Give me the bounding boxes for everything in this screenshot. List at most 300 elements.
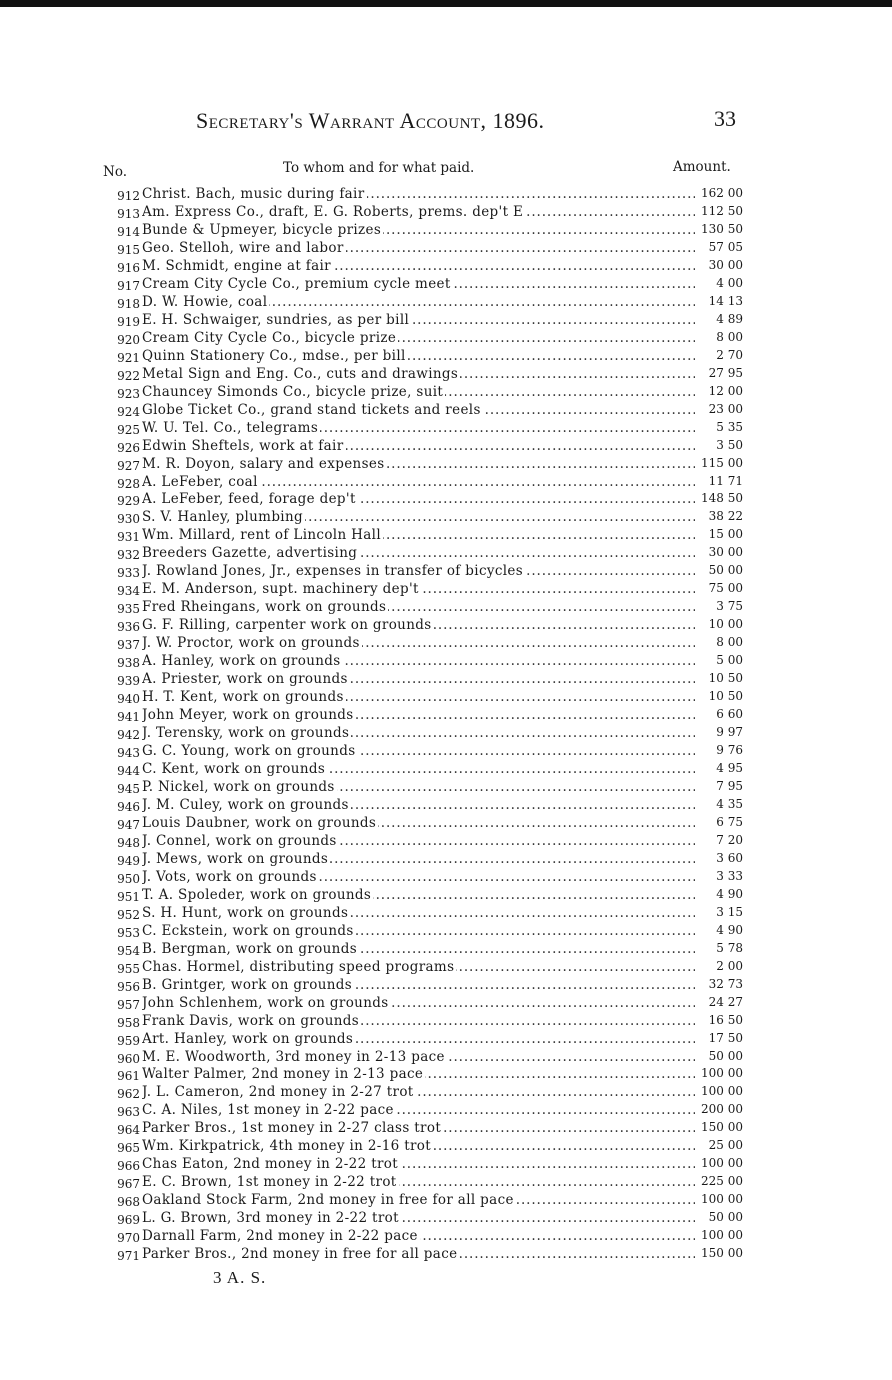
page-number: 33 bbox=[714, 106, 736, 131]
warrant-number: 960 bbox=[117, 1051, 140, 1066]
payee-description-text: Fred Rheingans, work on grounds bbox=[142, 599, 387, 616]
column-header-amount: Amount. bbox=[673, 159, 731, 175]
warrant-number: 970 bbox=[117, 1231, 140, 1246]
amount-paid: 3 75 bbox=[716, 599, 743, 614]
payee-description-text: Globe Ticket Co., grand stand tickets and reels bbox=[142, 401, 481, 418]
payee-description bbox=[142, 402, 695, 418]
payee-description bbox=[142, 545, 695, 561]
ledger-row bbox=[100, 509, 760, 527]
warrant-number: 937 bbox=[117, 638, 140, 653]
warrant-number: 916 bbox=[117, 260, 140, 275]
warrant-number: 952 bbox=[117, 907, 140, 922]
payee-description bbox=[142, 1174, 695, 1190]
payee-description bbox=[142, 1031, 695, 1047]
warrant-number: 927 bbox=[117, 458, 140, 473]
column-header-whom: To whom and for what paid. bbox=[283, 160, 475, 176]
payee-description-text: Chas Eaton, 2nd money in 2-22 trot bbox=[142, 1156, 399, 1173]
ledger-row bbox=[100, 402, 760, 420]
payee-description bbox=[142, 276, 695, 292]
payee-description-text: Edwin Sheftels, work at fair bbox=[142, 437, 344, 454]
ledger-row bbox=[100, 671, 760, 689]
payee-description-text: Cream City Cycle Co., premium cycle meet bbox=[142, 275, 451, 292]
payee-description bbox=[142, 779, 695, 795]
payee-description-text: J. Mews, work on grounds bbox=[142, 850, 329, 867]
payee-description bbox=[142, 1084, 695, 1100]
warrant-number: 913 bbox=[117, 206, 140, 221]
ledger-row bbox=[100, 887, 760, 905]
warrant-ledger bbox=[100, 186, 760, 1264]
payee-description-text: M. Schmidt, engine at fair bbox=[142, 257, 331, 274]
payee-description-text: H. T. Kent, work on grounds bbox=[142, 689, 344, 706]
ledger-row bbox=[100, 294, 760, 312]
amount-paid: 15 00 bbox=[708, 527, 743, 542]
payee-description-text: Chauncey Simonds Co., bicycle prize, suit bbox=[142, 383, 444, 400]
payee-description bbox=[142, 366, 695, 382]
amount-paid: 130 50 bbox=[701, 221, 743, 236]
amount-paid: 112 50 bbox=[701, 203, 743, 218]
amount-paid: 6 75 bbox=[716, 814, 743, 829]
ledger-row bbox=[100, 923, 760, 941]
payee-description-text: E. H. Schwaiger, sundries, as per bill bbox=[142, 311, 410, 328]
ledger-row bbox=[100, 1120, 760, 1138]
ledger-row bbox=[100, 707, 760, 725]
warrant-number: 954 bbox=[117, 943, 140, 958]
warrant-number: 919 bbox=[117, 314, 140, 329]
payee-description bbox=[142, 959, 695, 975]
amount-paid: 225 00 bbox=[701, 1174, 743, 1189]
warrant-number: 942 bbox=[117, 728, 140, 743]
amount-paid: 2 70 bbox=[716, 347, 743, 362]
payee-description bbox=[142, 438, 695, 454]
amount-paid: 100 00 bbox=[701, 1066, 743, 1081]
payee-description bbox=[142, 258, 695, 274]
payee-description bbox=[142, 851, 695, 867]
payee-description-text: J. M. Culey, work on grounds bbox=[142, 796, 349, 813]
warrant-number: 948 bbox=[117, 835, 140, 850]
amount-paid: 100 00 bbox=[701, 1192, 743, 1207]
payee-description-text: T. A. Spoleder, work on grounds bbox=[142, 886, 372, 903]
ledger-row bbox=[100, 366, 760, 384]
ledger-row bbox=[100, 1192, 760, 1210]
payee-description-text: C. Kent, work on grounds bbox=[142, 761, 326, 777]
amount-paid: 8 00 bbox=[716, 329, 743, 344]
ledger-row bbox=[100, 851, 760, 869]
amount-paid: 11 71 bbox=[708, 473, 743, 488]
ledger-row bbox=[100, 761, 760, 779]
payee-description bbox=[142, 456, 695, 472]
warrant-number: 967 bbox=[117, 1177, 140, 1192]
warrant-number: 969 bbox=[117, 1213, 140, 1228]
ledger-row bbox=[100, 959, 760, 977]
ledger-row bbox=[100, 1084, 760, 1102]
payee-description-text: C. Eckstein, work on grounds bbox=[142, 922, 354, 939]
amount-paid: 8 00 bbox=[716, 635, 743, 650]
amount-paid: 2 00 bbox=[716, 958, 743, 973]
payee-description bbox=[142, 294, 695, 310]
payee-description bbox=[142, 653, 695, 669]
payee-description-text: M. E. Woodworth, 3rd money in 2-13 pace bbox=[142, 1048, 445, 1065]
amount-paid: 4 90 bbox=[716, 922, 743, 937]
warrant-number: 940 bbox=[117, 692, 140, 707]
payee-description bbox=[142, 923, 695, 939]
payee-description-text: Geo. Stelloh, wire and labor bbox=[142, 239, 344, 256]
payee-description bbox=[142, 1102, 695, 1118]
page-top-edge bbox=[0, 0, 892, 7]
ledger-row bbox=[100, 348, 760, 366]
warrant-number: 936 bbox=[117, 620, 140, 635]
amount-paid: 38 22 bbox=[708, 509, 743, 524]
amount-paid: 75 00 bbox=[708, 581, 743, 596]
ledger-row bbox=[100, 276, 760, 294]
warrant-number: 955 bbox=[117, 961, 140, 976]
warrant-number: 962 bbox=[117, 1087, 140, 1102]
payee-description-text: Quinn Stationery Co., mdse., per bill bbox=[142, 347, 406, 364]
amount-paid: 50 00 bbox=[708, 1048, 743, 1063]
amount-paid: 10 50 bbox=[708, 671, 743, 686]
amount-paid: 9 76 bbox=[716, 743, 743, 758]
payee-description bbox=[142, 743, 695, 759]
ledger-row bbox=[100, 995, 760, 1013]
page-title: Secretary's Warrant Account, 1896. bbox=[196, 108, 545, 133]
warrant-number: 935 bbox=[117, 602, 140, 617]
payee-description bbox=[142, 1246, 695, 1262]
warrant-number: 941 bbox=[117, 710, 140, 725]
payee-description-text: G. C. Young, work on grounds bbox=[142, 743, 356, 760]
payee-description bbox=[142, 1228, 695, 1244]
ledger-row bbox=[100, 617, 760, 635]
warrant-number: 926 bbox=[117, 440, 140, 455]
ledger-row bbox=[100, 312, 760, 330]
warrant-number: 939 bbox=[117, 674, 140, 689]
warrant-number: 918 bbox=[117, 296, 140, 311]
payee-description-text: E. M. Anderson, supt. machinery dep't bbox=[142, 581, 419, 598]
payee-description bbox=[142, 1210, 695, 1226]
amount-paid: 30 00 bbox=[708, 545, 743, 560]
payee-description bbox=[142, 1013, 695, 1029]
payee-description bbox=[142, 186, 695, 202]
amount-paid: 10 00 bbox=[708, 617, 743, 632]
ledger-row bbox=[100, 1013, 760, 1031]
warrant-number: 953 bbox=[117, 925, 140, 940]
warrant-number: 925 bbox=[117, 422, 140, 437]
payee-description-text: Walter Palmer, 2nd money in 2-13 pace bbox=[142, 1066, 424, 1083]
amount-paid: 7 20 bbox=[716, 832, 743, 847]
warrant-number: 943 bbox=[117, 746, 140, 761]
ledger-row bbox=[100, 1156, 760, 1174]
payee-description-text: A. LeFeber, feed, forage dep't bbox=[142, 491, 356, 508]
payee-description bbox=[142, 815, 695, 831]
payee-description bbox=[142, 491, 695, 507]
payee-description-text: Breeders Gazette, advertising bbox=[142, 545, 358, 562]
payee-description-text: S. V. Hanley, plumbing bbox=[142, 509, 304, 526]
ledger-row bbox=[100, 635, 760, 653]
payee-description-text: Chas. Hormel, distributing speed programs bbox=[142, 958, 455, 975]
warrant-number: 938 bbox=[117, 656, 140, 671]
payee-description bbox=[142, 725, 695, 741]
amount-paid: 4 89 bbox=[716, 311, 743, 326]
ledger-row bbox=[100, 474, 760, 492]
amount-paid: 150 00 bbox=[701, 1120, 743, 1135]
warrant-number: 945 bbox=[117, 781, 140, 796]
payee-description bbox=[142, 707, 695, 723]
amount-paid: 50 00 bbox=[708, 563, 743, 578]
warrant-number: 923 bbox=[117, 386, 140, 401]
payee-description-text: Louis Daubner, work on grounds bbox=[142, 814, 377, 831]
warrant-number: 915 bbox=[117, 242, 140, 257]
ledger-row bbox=[100, 1066, 760, 1084]
ledger-row bbox=[100, 563, 760, 581]
amount-paid: 14 13 bbox=[708, 293, 743, 308]
amount-paid: 5 35 bbox=[716, 419, 743, 434]
signature-mark: 3 A. S. bbox=[213, 1268, 267, 1287]
payee-description-text: M. R. Doyon, salary and expenses bbox=[142, 455, 385, 472]
amount-paid: 4 35 bbox=[716, 796, 743, 811]
amount-paid: 27 95 bbox=[708, 365, 743, 380]
payee-description bbox=[142, 1192, 695, 1208]
payee-description-text: J. W. Proctor, work on grounds bbox=[142, 635, 360, 652]
payee-description-text: Christ. Bach, music during fair bbox=[142, 186, 365, 202]
payee-description-text: John Schlenhem, work on grounds bbox=[142, 994, 389, 1011]
amount-paid: 4 95 bbox=[716, 761, 743, 775]
warrant-number: 966 bbox=[117, 1159, 140, 1174]
payee-description-text: J. Terensky, work on grounds bbox=[142, 725, 350, 742]
payee-description bbox=[142, 240, 695, 256]
amount-paid: 25 00 bbox=[708, 1138, 743, 1153]
column-header-no: No. bbox=[103, 164, 127, 180]
warrant-number: 951 bbox=[117, 889, 140, 904]
amount-paid: 100 00 bbox=[701, 1156, 743, 1171]
payee-description-text: C. A. Niles, 1st money in 2-22 pace bbox=[142, 1102, 394, 1119]
warrant-number: 947 bbox=[117, 817, 140, 832]
warrant-number: 961 bbox=[117, 1069, 140, 1084]
amount-paid: 6 60 bbox=[716, 707, 743, 722]
ledger-row bbox=[100, 833, 760, 851]
amount-paid: 5 78 bbox=[716, 940, 743, 955]
amount-paid: 100 00 bbox=[701, 1084, 743, 1099]
payee-description bbox=[142, 474, 695, 490]
payee-description-text: Frank Davis, work on grounds bbox=[142, 1012, 360, 1029]
amount-paid: 200 00 bbox=[701, 1102, 743, 1117]
amount-paid: 50 00 bbox=[708, 1210, 743, 1225]
payee-description-text: B. Bergman, work on grounds bbox=[142, 940, 357, 957]
ledger-row bbox=[100, 330, 760, 348]
ledger-row bbox=[100, 258, 760, 276]
payee-description-text: Parker Bros., 2nd money in free for all pace bbox=[142, 1246, 458, 1263]
ledger-row bbox=[100, 204, 760, 222]
payee-description bbox=[142, 348, 695, 364]
ledger-row bbox=[100, 779, 760, 797]
payee-description bbox=[142, 941, 695, 957]
warrant-number: 920 bbox=[117, 332, 140, 347]
amount-paid: 3 50 bbox=[716, 437, 743, 452]
ledger-row bbox=[100, 977, 760, 995]
amount-paid: 16 50 bbox=[708, 1012, 743, 1027]
ledger-row bbox=[100, 438, 760, 456]
payee-description-text: John Meyer, work on grounds bbox=[142, 707, 354, 724]
ledger-row bbox=[100, 1031, 760, 1049]
warrant-number: 946 bbox=[117, 799, 140, 814]
amount-paid: 23 00 bbox=[708, 401, 743, 416]
warrant-number: 929 bbox=[117, 494, 140, 509]
ledger-row bbox=[100, 186, 760, 204]
payee-description-text: E. C. Brown, 1st money in 2-22 trot bbox=[142, 1174, 397, 1191]
warrant-number: 963 bbox=[117, 1105, 140, 1120]
payee-description-text: D. W. Howie, coal bbox=[142, 293, 268, 310]
payee-description-text: A. Priester, work on grounds bbox=[142, 671, 348, 688]
warrant-number: 968 bbox=[117, 1195, 140, 1210]
payee-description-text: Metal Sign and Eng. Co., cuts and drawings bbox=[142, 365, 459, 382]
payee-description-text: L. G. Brown, 3rd money in 2-22 trot bbox=[142, 1210, 399, 1227]
amount-paid: 150 00 bbox=[701, 1246, 743, 1261]
amount-paid: 4 90 bbox=[716, 886, 743, 901]
payee-description bbox=[142, 887, 695, 903]
payee-description bbox=[142, 869, 695, 885]
ledger-row bbox=[100, 1049, 760, 1067]
warrant-number: 958 bbox=[117, 1015, 140, 1030]
warrant-number: 950 bbox=[117, 871, 140, 886]
warrant-number: 971 bbox=[117, 1249, 140, 1264]
payee-description bbox=[142, 761, 695, 777]
amount-paid: 4 00 bbox=[716, 275, 743, 290]
amount-paid: 100 00 bbox=[701, 1228, 743, 1243]
payee-description-text: A. LeFeber, coal bbox=[142, 473, 258, 490]
payee-description bbox=[142, 527, 695, 543]
amount-paid: 3 60 bbox=[716, 850, 743, 865]
amount-paid: 162 00 bbox=[701, 186, 743, 200]
amount-paid: 30 00 bbox=[708, 257, 743, 272]
payee-description bbox=[142, 617, 695, 633]
payee-description bbox=[142, 995, 695, 1011]
amount-paid: 3 33 bbox=[716, 868, 743, 883]
amount-paid: 24 27 bbox=[708, 994, 743, 1009]
payee-description-text: W. U. Tel. Co., telegrams bbox=[142, 419, 319, 436]
amount-paid: 57 05 bbox=[708, 239, 743, 254]
warrant-number: 934 bbox=[117, 584, 140, 599]
payee-description bbox=[142, 563, 695, 579]
ledger-row bbox=[100, 689, 760, 707]
payee-description-text: Cream City Cycle Co., bicycle prize bbox=[142, 329, 397, 346]
payee-description bbox=[142, 384, 695, 400]
amount-paid: 32 73 bbox=[708, 976, 743, 991]
payee-description-text: Bunde & Upmeyer, bicycle prizes bbox=[142, 221, 382, 238]
warrant-number: 959 bbox=[117, 1033, 140, 1048]
amount-paid: 9 97 bbox=[716, 725, 743, 740]
amount-paid: 12 00 bbox=[708, 383, 743, 398]
amount-paid: 115 00 bbox=[701, 455, 743, 470]
payee-description bbox=[142, 509, 695, 525]
amount-paid: 17 50 bbox=[708, 1030, 743, 1045]
payee-description-text: A. Hanley, work on grounds bbox=[142, 653, 341, 670]
ledger-row bbox=[100, 815, 760, 833]
warrant-number: 957 bbox=[117, 997, 140, 1012]
ledger-row bbox=[100, 653, 760, 671]
payee-description bbox=[142, 330, 695, 346]
ledger-row bbox=[100, 420, 760, 438]
payee-description bbox=[142, 420, 695, 436]
payee-description-text: J. L. Cameron, 2nd money in 2-27 trot bbox=[142, 1084, 414, 1101]
payee-description bbox=[142, 599, 695, 615]
warrant-number: 930 bbox=[117, 512, 140, 527]
warrant-number: 912 bbox=[117, 189, 140, 203]
payee-description-text: Wm. Millard, rent of Lincoln Hall bbox=[142, 527, 382, 544]
payee-description bbox=[142, 222, 695, 238]
warrant-number: 921 bbox=[117, 350, 140, 365]
payee-description bbox=[142, 1066, 695, 1082]
ledger-row bbox=[100, 743, 760, 761]
amount-paid: 3 15 bbox=[716, 904, 743, 919]
ledger-row bbox=[100, 240, 760, 258]
warrant-number: 924 bbox=[117, 404, 140, 419]
ledger-row bbox=[100, 1174, 760, 1192]
payee-description bbox=[142, 1120, 695, 1136]
payee-description-text: J. Vots, work on grounds bbox=[142, 868, 317, 885]
warrant-number: 914 bbox=[117, 224, 140, 239]
payee-description bbox=[142, 797, 695, 813]
warrant-number: 928 bbox=[117, 476, 140, 491]
warrant-number: 922 bbox=[117, 368, 140, 383]
ledger-row bbox=[100, 1102, 760, 1120]
amount-paid: 148 50 bbox=[701, 491, 743, 506]
ledger-row bbox=[100, 599, 760, 617]
payee-description bbox=[142, 1156, 695, 1172]
payee-description bbox=[142, 977, 695, 993]
ledger-row bbox=[100, 797, 760, 815]
payee-description-text: J. Rowland Jones, Jr., expenses in transfer of bicycles bbox=[142, 563, 524, 580]
payee-description bbox=[142, 833, 695, 849]
ledger-row bbox=[100, 1228, 760, 1246]
amount-paid: 10 50 bbox=[708, 689, 743, 704]
payee-description bbox=[142, 635, 695, 651]
payee-description-text: J. Connel, work on grounds bbox=[142, 832, 337, 849]
warrant-number: 917 bbox=[117, 278, 140, 293]
ledger-row bbox=[100, 1246, 760, 1264]
payee-description bbox=[142, 905, 695, 921]
payee-description-text: Darnall Farm, 2nd money in 2-22 pace bbox=[142, 1228, 418, 1245]
payee-description-text: Parker Bros., 1st money in 2-27 class trot bbox=[142, 1120, 442, 1137]
ledger-row bbox=[100, 527, 760, 545]
warrant-number: 965 bbox=[117, 1141, 140, 1156]
payee-description-text: Oakland Stock Farm, 2nd money in free for all pace bbox=[142, 1192, 514, 1209]
ledger-row bbox=[100, 1210, 760, 1228]
payee-description-text: Am. Express Co., draft, E. G. Roberts, prems. dep't E bbox=[142, 203, 524, 220]
payee-description bbox=[142, 671, 695, 687]
warrant-number: 949 bbox=[117, 853, 140, 868]
payee-description-text: S. H. Hunt, work on grounds bbox=[142, 904, 349, 921]
payee-description-text: Wm. Kirkpatrick, 4th money in 2-16 trot bbox=[142, 1138, 432, 1155]
payee-description bbox=[142, 581, 695, 597]
payee-description bbox=[142, 312, 695, 328]
payee-description bbox=[142, 689, 695, 705]
ledger-row bbox=[100, 456, 760, 474]
ledger-row bbox=[100, 1138, 760, 1156]
warrant-number: 944 bbox=[117, 764, 140, 778]
warrant-number: 964 bbox=[117, 1123, 140, 1138]
ledger-row bbox=[100, 869, 760, 887]
ledger-row bbox=[100, 581, 760, 599]
warrant-number: 956 bbox=[117, 979, 140, 994]
warrant-number: 932 bbox=[117, 548, 140, 563]
ledger-row bbox=[100, 384, 760, 402]
ledger-row bbox=[100, 725, 760, 743]
ledger-row bbox=[100, 545, 760, 563]
payee-description-text: Art. Hanley, work on grounds bbox=[142, 1030, 354, 1047]
payee-description bbox=[142, 204, 695, 220]
ledger-row bbox=[100, 222, 760, 240]
ledger-row bbox=[100, 491, 760, 509]
payee-description bbox=[142, 1049, 695, 1065]
amount-paid: 5 00 bbox=[716, 653, 743, 668]
warrant-number: 931 bbox=[117, 530, 140, 545]
